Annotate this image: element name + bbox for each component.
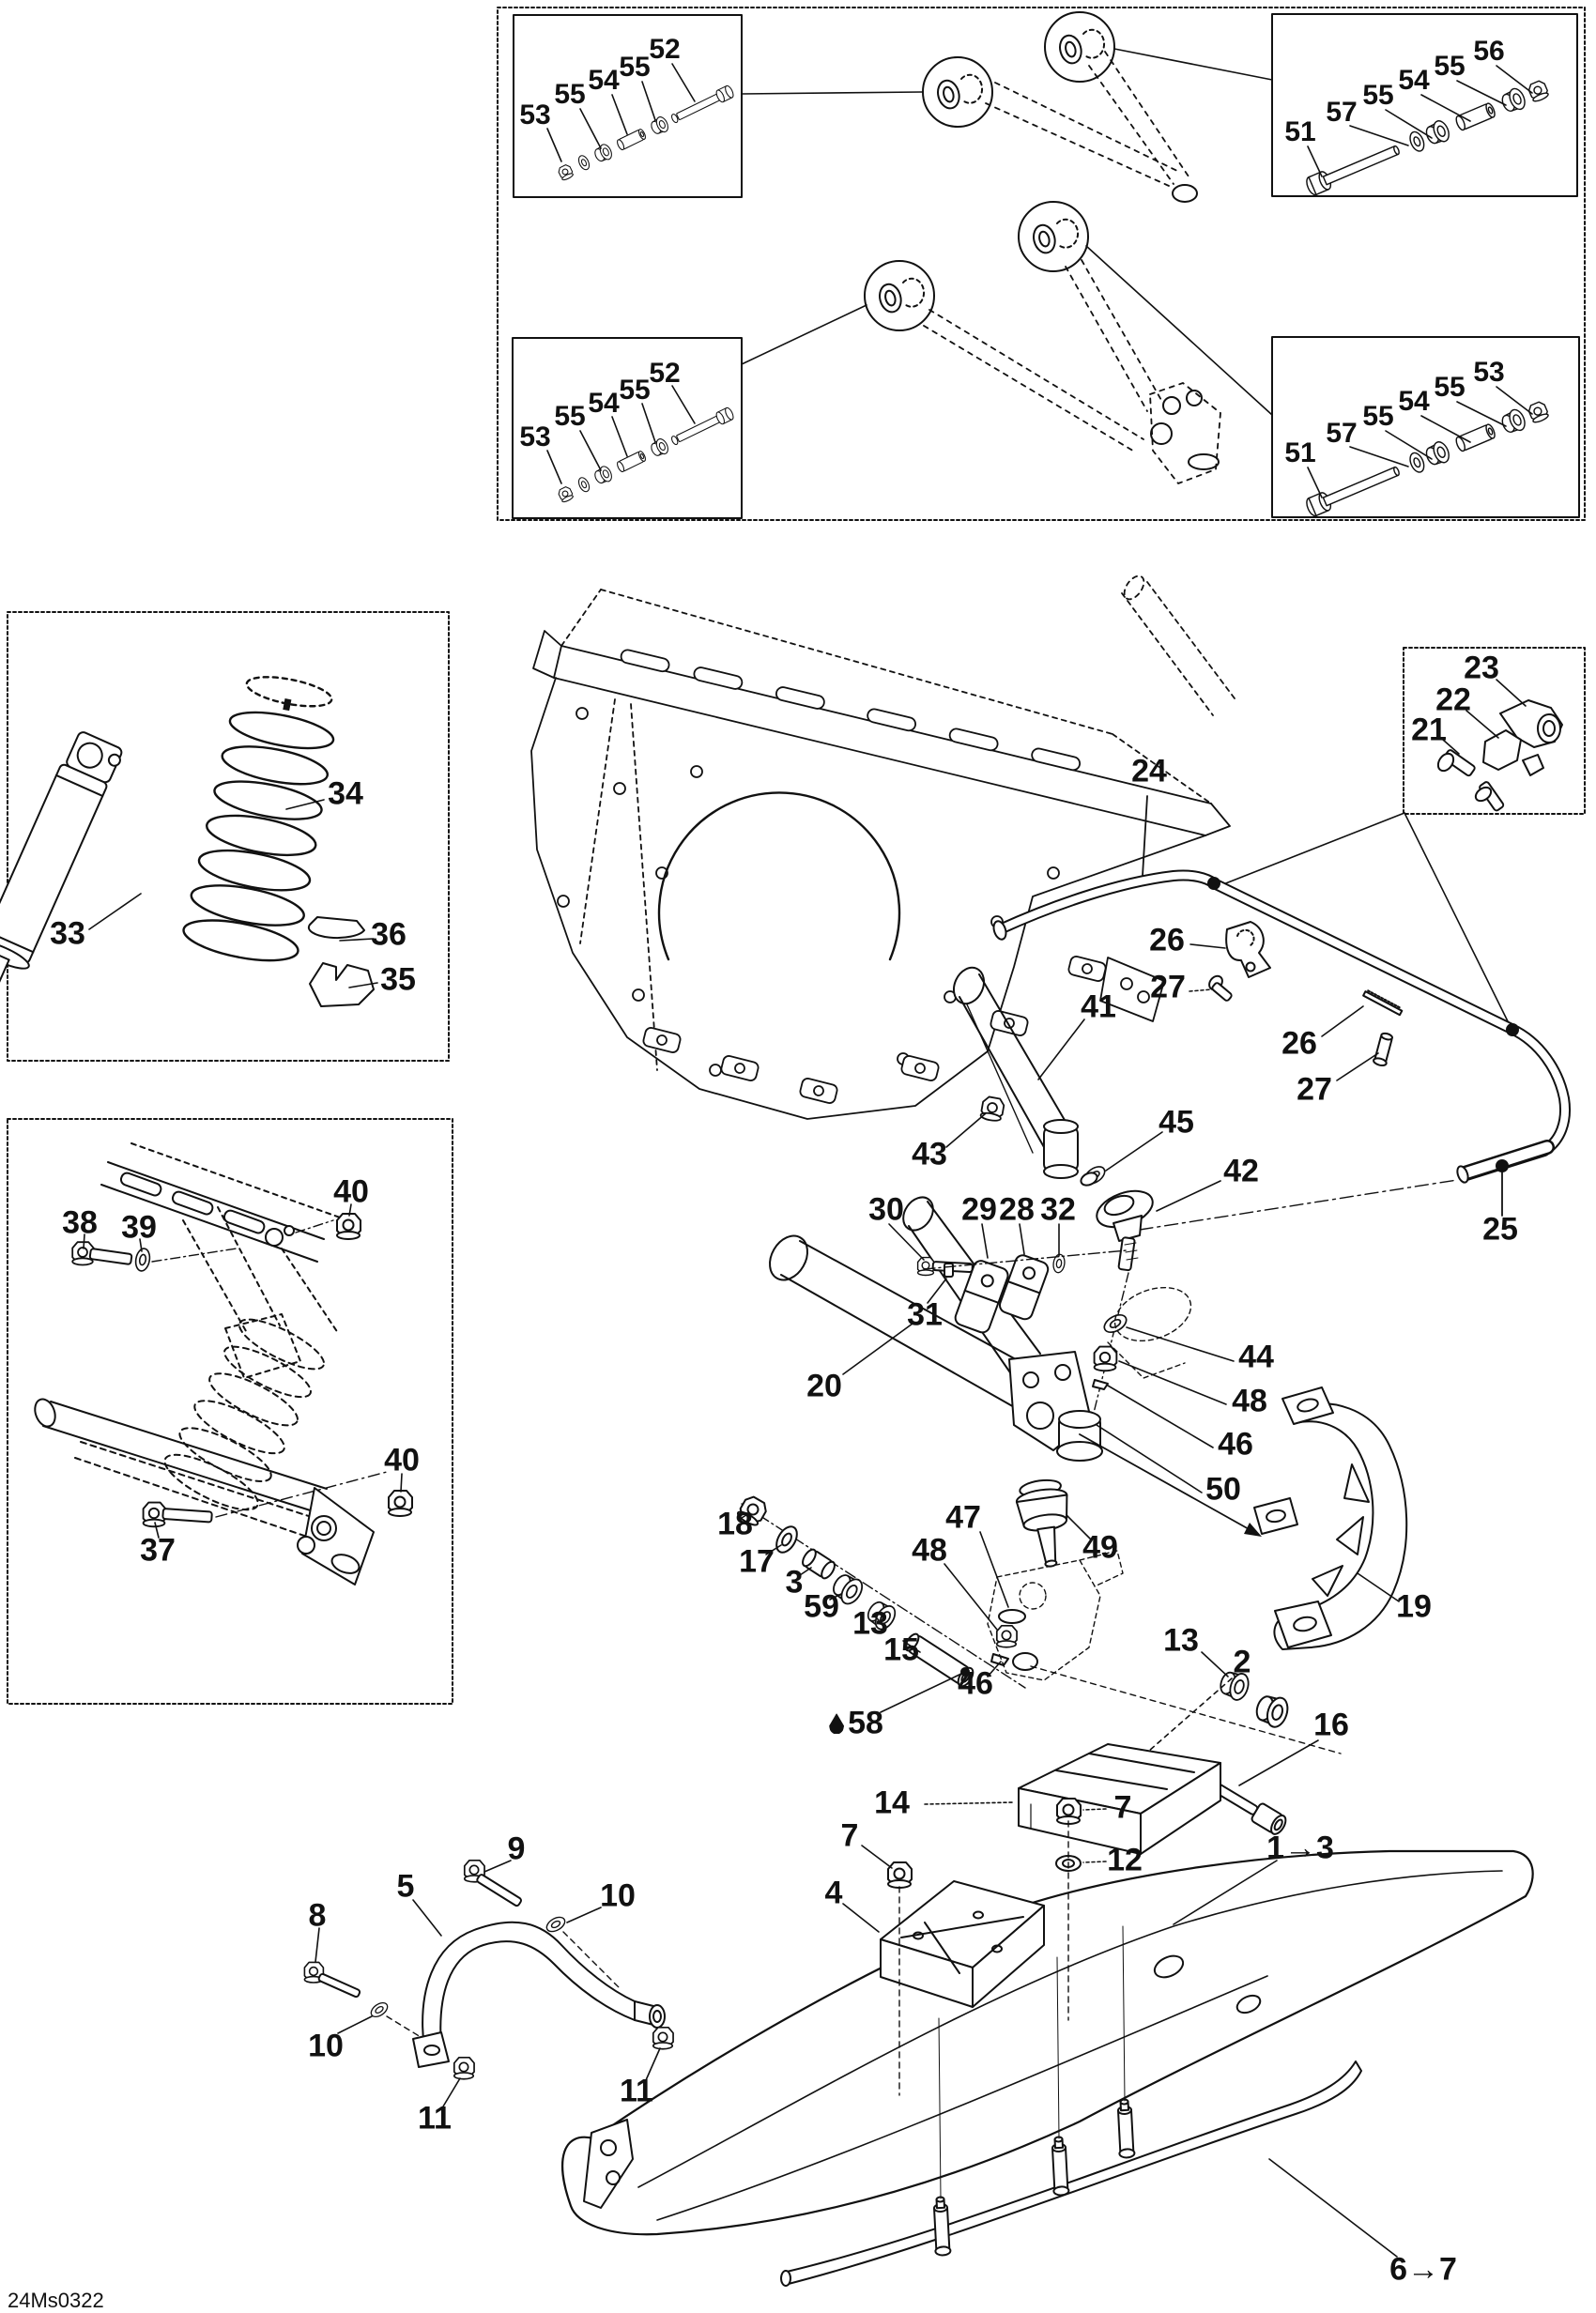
callout-51: 51 (1284, 437, 1316, 468)
lower-a-arm-drawing (762, 1191, 1234, 1493)
callout-55: 55 (619, 52, 651, 83)
callout-22: 22 (1435, 682, 1471, 718)
figure-part-code: 24Ms0322 (8, 2289, 104, 2312)
callout-47: 47 (945, 1499, 981, 1536)
callout-40: 40 (333, 1173, 369, 1210)
callout-56: 56 (1473, 36, 1505, 67)
callout-13: 13 (852, 1605, 888, 1642)
callout-8: 8 (308, 1897, 327, 1934)
callout-25: 25 (1482, 1211, 1518, 1248)
callout-52: 52 (649, 358, 681, 389)
ball-joint-drawing (1014, 1478, 1076, 1570)
callout-30: 30 (868, 1191, 904, 1228)
callout-14: 14 (874, 1785, 910, 1821)
callout-13: 13 (1163, 1622, 1199, 1659)
steering-stop-box (1219, 648, 1585, 1025)
callout-58 (829, 1706, 883, 1742)
callout-17: 17 (739, 1543, 775, 1580)
callout-10: 10 (308, 2028, 344, 2064)
callout-52: 52 (649, 34, 681, 65)
frame-bulkhead-drawing (531, 573, 1237, 1119)
callout-40: 40 (384, 1442, 420, 1478)
callout-55: 55 (1362, 80, 1394, 111)
callout-11: 11 (620, 2073, 653, 2109)
callout-29: 29 (961, 1191, 997, 1228)
callout-55: 55 (1434, 372, 1466, 403)
callout-55: 55 (554, 79, 586, 110)
callout-49: 49 (1082, 1529, 1118, 1566)
callout-38: 38 (62, 1204, 98, 1241)
callout-33: 33 (50, 915, 85, 952)
callout-39: 39 (121, 1209, 157, 1246)
callout-21: 21 (1411, 712, 1447, 748)
spring-cup-drawing (309, 917, 364, 938)
callout-59: 59 (804, 1588, 839, 1625)
callout-37: 37 (140, 1532, 176, 1569)
callout-53: 53 (519, 421, 551, 452)
callout-57: 57 (1326, 97, 1358, 128)
callout-57: 57 (1326, 418, 1358, 449)
callout-20: 20 (806, 1368, 842, 1404)
callout-55: 55 (554, 401, 586, 432)
callout-55: 55 (1434, 51, 1466, 82)
shock-spring-box (0, 612, 449, 1114)
callout-32: 32 (1040, 1191, 1076, 1228)
callout-1-to-3: 1→3 (1266, 1830, 1334, 1866)
callout-15: 15 (883, 1631, 919, 1668)
callout-26: 26 (1281, 1025, 1317, 1062)
callout-48: 48 (1232, 1383, 1267, 1419)
callout-55: 55 (619, 375, 651, 406)
callout-50: 50 (1205, 1471, 1241, 1508)
callout-55: 55 (1362, 401, 1394, 432)
callout-41: 41 (1081, 988, 1116, 1025)
callout-3: 3 (785, 1564, 804, 1601)
callout-11: 11 (418, 2100, 452, 2137)
grease-drop-icon (829, 1713, 844, 1734)
callout-2: 2 (1233, 1644, 1251, 1680)
ski-assembly-drawing (562, 1799, 1533, 2234)
callout-48: 48 (912, 1532, 947, 1569)
tie-rod-end-drawing (1079, 1171, 1158, 1271)
callout-54: 54 (588, 388, 620, 419)
callout-42: 42 (1223, 1153, 1259, 1189)
callout-9: 9 (507, 1830, 526, 1867)
callout-44: 44 (1238, 1339, 1274, 1375)
callout-10: 10 (600, 1877, 636, 1914)
callout-28: 28 (999, 1191, 1035, 1228)
callout-54: 54 (588, 65, 620, 96)
ski-leg-bracket-drawing (1254, 1387, 1406, 1649)
callout-12: 12 (1107, 1842, 1143, 1878)
callout-18: 18 (717, 1506, 753, 1542)
callout-51: 51 (1284, 116, 1316, 147)
callout-45: 45 (1159, 1104, 1194, 1141)
callout-43: 43 (912, 1136, 947, 1172)
spindle-hardware-drawing (736, 1434, 1262, 1712)
callout-31: 31 (907, 1296, 943, 1333)
callout-53: 53 (519, 100, 551, 130)
callout-24: 24 (1131, 753, 1167, 789)
callout-27: 27 (1297, 1071, 1332, 1108)
callout-46: 46 (958, 1665, 993, 1702)
callout-6-to-7: 6→7 (1389, 2251, 1457, 2288)
callout-36: 36 (371, 916, 407, 953)
callout-19: 19 (1396, 1588, 1432, 1625)
callout-54: 54 (1398, 65, 1430, 96)
callout-34: 34 (328, 775, 363, 812)
callout-27: 27 (1150, 969, 1186, 1005)
upper-a-arm-drawing (946, 963, 1220, 1413)
callout-35: 35 (380, 961, 416, 998)
callout-7: 7 (840, 1817, 859, 1854)
callout-16: 16 (1313, 1707, 1349, 1743)
callout-5: 5 (396, 1868, 415, 1905)
callout-58-text: 58 (848, 1705, 883, 1741)
callout-46: 46 (1218, 1426, 1253, 1463)
callout-26: 26 (1149, 922, 1185, 958)
callout-53: 53 (1473, 357, 1505, 388)
callout-54: 54 (1398, 386, 1430, 417)
callout-23: 23 (1464, 650, 1499, 686)
callout-4: 4 (824, 1875, 843, 1911)
callout-7: 7 (1113, 1789, 1132, 1826)
